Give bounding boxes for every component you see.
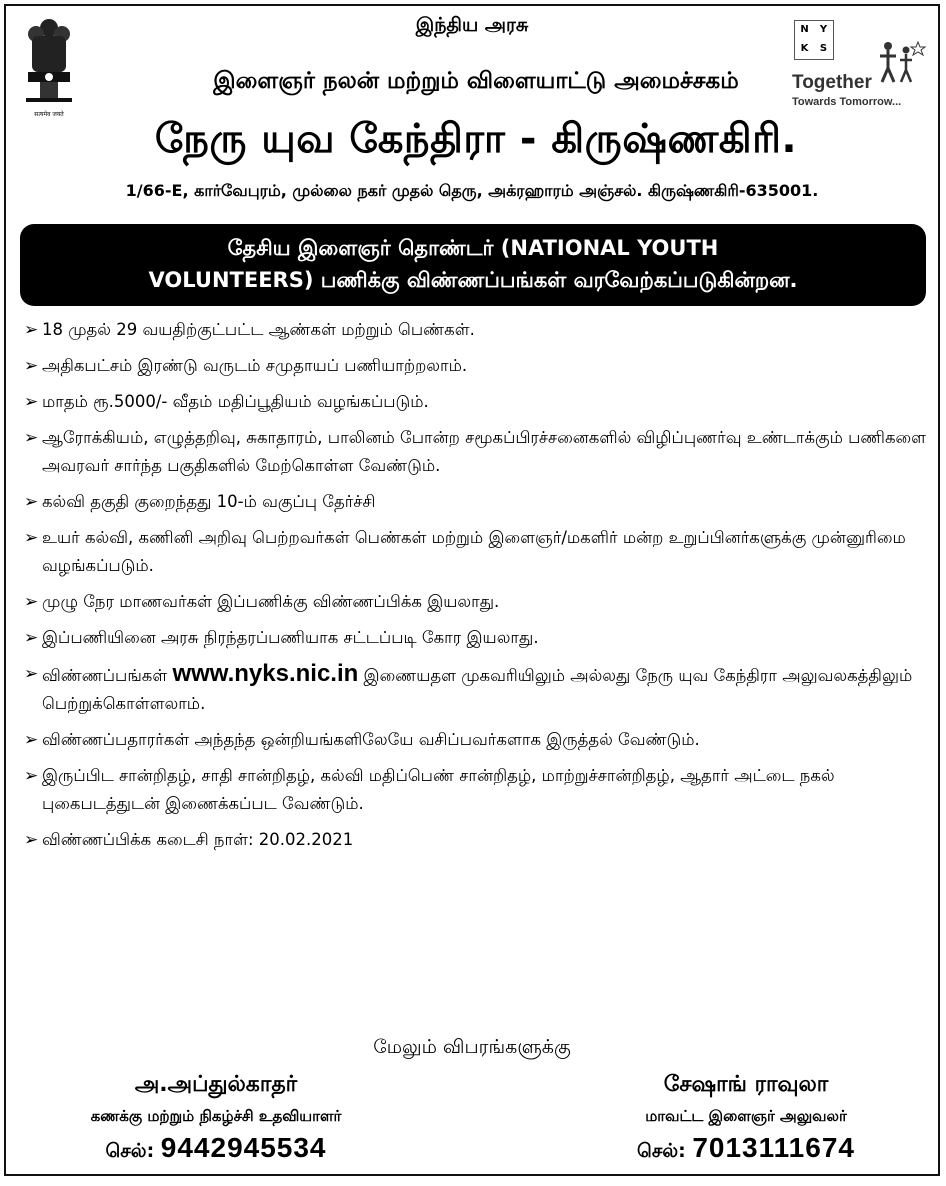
list-item xyxy=(24,588,936,616)
list-item xyxy=(24,826,936,854)
notice-page xyxy=(4,4,940,1176)
eligibility-list xyxy=(24,316,936,862)
list-item xyxy=(24,424,936,480)
list-item-text: விண்ணப்பிக்க கடைசி நாள்: 20.02.2021 xyxy=(42,830,354,849)
arrow-bullet-icon: ➢ xyxy=(24,356,39,376)
phone-label: செல்: xyxy=(105,1140,161,1162)
nyks-letter: S xyxy=(819,43,828,54)
logo-tagline-top: Together xyxy=(792,72,872,93)
arrow-bullet-icon: ➢ xyxy=(24,528,39,548)
list-item-text: முழு நேர மாணவர்கள் இப்பணிக்கு விண்ணப்பிக்க இயலாது. xyxy=(42,592,500,611)
list-item-text: ஆரோக்கியம், எழுத்தறிவு, சுகாதாரம், பாலினம் போன்ற சமூகப்பிரச்சனைகளில் விழிப்புணர்வு உண்டாக்கும் பணிகளை அவரவர் சார்ந்த பகுதிகளில் மேற்கொள்ள வேண்டும். xyxy=(42,428,926,475)
phone-label: செல்: xyxy=(637,1140,693,1162)
nyks-letter: N xyxy=(800,24,809,35)
list-item xyxy=(24,488,936,516)
contact-card xyxy=(16,1068,416,1169)
list-item-text: 18 முதல் 29 வயதிற்குட்பட்ட ஆண்கள் மற்றும் பெண்கள். xyxy=(42,320,475,339)
office-address: 1/66-E, கார்வேபுரம், முல்லை நகர் முதல் தெரு, அக்ரஹாரம் அஞ்சல். கிருஷ்ணகிரி-635001. xyxy=(125,181,819,200)
list-item xyxy=(24,388,936,416)
nyks-letter: K xyxy=(800,43,809,54)
list-item xyxy=(24,726,936,754)
contact-name: அ.அப்துல்காதர் xyxy=(134,1072,298,1097)
contact-phone xyxy=(16,1130,416,1169)
list-item xyxy=(24,316,936,344)
logo-tagline-bottom: Towards Tomorrow... xyxy=(792,96,902,108)
list-item-text xyxy=(42,660,936,718)
government-title: இந்திய அரசு xyxy=(415,14,529,36)
arrow-bullet-icon: ➢ xyxy=(24,730,39,750)
contact-card xyxy=(566,1068,926,1169)
list-item xyxy=(24,624,936,652)
list-item xyxy=(24,762,936,818)
list-item-text: மாதம் ரூ.5000/- வீதம் மதிப்பூதியம் வழங்கப்படும். xyxy=(42,392,429,411)
arrow-bullet-icon: ➢ xyxy=(24,592,39,612)
banner-line: VOLUNTEERS) பணிக்கு விண்ணப்பங்கள் வரவேற்கப்படுகின்றன. xyxy=(148,268,798,292)
headline-banner xyxy=(20,224,926,306)
phone-number: 9442945534 xyxy=(160,1132,327,1163)
list-item-text-prefix: விண்ணப்பங்கள் xyxy=(42,666,173,685)
website-url: www.nyks.nic.in xyxy=(172,660,359,687)
arrow-bullet-icon: ➢ xyxy=(24,664,39,684)
list-item-text: கல்வி தகுதி குறைந்தது 10-ம் வகுப்பு தேர்ச்சி xyxy=(42,492,376,511)
more-info-heading: மேலும் விபரங்களுக்கு xyxy=(373,1036,571,1058)
list-item-text: இப்பணியினை அரசு நிரந்தரப்பணியாக சட்டப்படி கோர இயலாது. xyxy=(42,628,539,647)
list-item xyxy=(24,352,936,380)
list-item-text: உயர் கல்வி, கணினி அறிவு பெற்றவர்கள் பெண்கள் மற்றும் இளைஞர்/மகளிர் மன்ற உறுப்பினர்களுக்கு முன்னுரிமை வழங்கப்படும். xyxy=(42,528,906,575)
list-item-text: விண்ணப்பதாரர்கள் அந்தந்த ஒன்றியங்களிலேயே வசிப்பவர்களாக இருத்தல் வேண்டும். xyxy=(42,730,700,749)
contact-role: மாவட்ட இளைஞர் அலுவலர் xyxy=(645,1107,847,1125)
contact-name: சேஷாங் ராவுலா xyxy=(663,1072,829,1097)
nyks-letter: Y xyxy=(819,24,828,35)
organization-title: நேரு யுவ கேந்திரா - கிருஷ்ணகிரி. xyxy=(154,116,798,162)
list-item xyxy=(24,524,936,580)
phone-number: 7013111674 xyxy=(692,1132,855,1163)
list-item-text-suffix: இணையதள முகவரியிலும் அல்லது நேரு யுவ கேந்திரா அலுவலகத்திலும் பெற்றுக்கொள்ளலாம். xyxy=(42,666,913,713)
emblem-caption: सत्यमेव जयते xyxy=(34,111,64,118)
banner-line: தேசிய இளைஞர் தொண்டர் (NATIONAL YOUTH xyxy=(227,236,719,260)
contact-role: கணக்கு மற்றும் நிகழ்ச்சி உதவியாளர் xyxy=(90,1107,342,1125)
list-item-text: அதிகபட்சம் இரண்டு வருடம் சமுதாயப் பணியாற்றலாம். xyxy=(42,356,468,375)
arrow-bullet-icon: ➢ xyxy=(24,492,39,512)
arrow-bullet-icon: ➢ xyxy=(24,320,39,340)
list-item-text: இருப்பிட சான்றிதழ், சாதி சான்றிதழ், கல்வி மதிப்பெண் சான்றிதழ், மாற்றுச்சான்றிதழ், ஆதார் அட்டை நகல் புகைபடத்துடன் இணைக்கப்பட வேண்டும். xyxy=(42,766,835,813)
arrow-bullet-icon: ➢ xyxy=(24,830,39,850)
arrow-bullet-icon: ➢ xyxy=(24,628,39,648)
ministry-title: இளைஞர் நலன் மற்றும் விளையாட்டு அமைச்சகம் xyxy=(213,68,739,94)
arrow-bullet-icon: ➢ xyxy=(24,766,39,786)
arrow-bullet-icon: ➢ xyxy=(24,428,39,448)
contact-phone xyxy=(566,1130,926,1169)
list-item xyxy=(24,660,936,718)
arrow-bullet-icon: ➢ xyxy=(24,392,39,412)
